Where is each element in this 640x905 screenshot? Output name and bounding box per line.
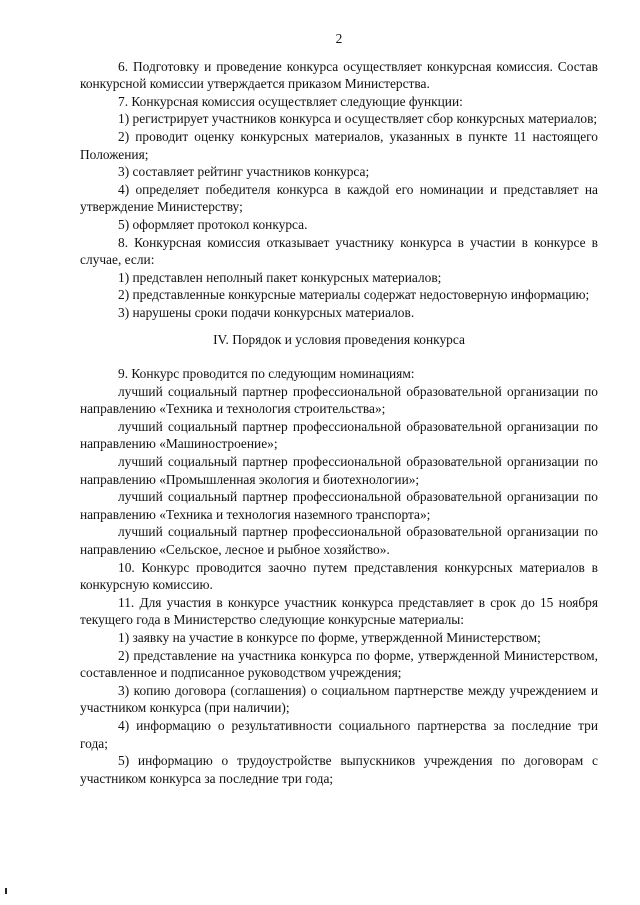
document-page xyxy=(80,30,598,787)
scan-edge-mark xyxy=(5,888,7,894)
paragraph-material-1: 1) заявку на участие в конкурсе по форме, утвержденной Министерством; xyxy=(118,630,541,645)
paragraphs-before-heading xyxy=(80,58,598,322)
paragraph-refusal-3: 3) нарушены сроки подачи конкурсных материалов. xyxy=(118,304,415,320)
paragraph-item-11: 11. Для участия в конкурсе участник конкурса представляет в срок до 15 ноября текущего года в Министерство следующие конкурсные материалы: xyxy=(80,594,598,628)
paragraph-nomination-5: лучший социальный партнер профессиональной образовательной организации по направлению «Сельское, лесное и рыбное хозяйство». xyxy=(80,524,598,558)
paragraph-function-2: 2) проводит оценку конкурсных материалов, указанных в пункте 11 настоящего Положения; xyxy=(80,128,598,162)
paragraph-function-5: 5) оформляет протокол конкурса. xyxy=(118,216,308,232)
paragraph-function-4: 4) определяет победителя конкурса в каждой его номинации и представляет на утверждение Министерству; xyxy=(80,181,598,215)
paragraph-item-7: 7. Конкурсная комиссия осуществляет следующие функции: xyxy=(118,93,463,109)
paragraph-nomination-4: лучший социальный партнер профессиональной образовательной организации по направлению «Техника и технология наземного транспорта»; xyxy=(80,489,598,522)
paragraph-item-10: 10. Конкурс проводится заочно путем представления конкурсных материалов в конкурсную комиссию. xyxy=(80,559,598,593)
paragraph-function-1: 1) регистрирует участников конкурса и осуществляет сбор конкурсных материалов; xyxy=(118,111,598,127)
paragraph-item-8: 8. Конкурсная комиссия отказывает участнику конкурса в участии в конкурсе в случае, если: xyxy=(80,234,598,268)
page-number: 2 xyxy=(335,31,343,46)
paragraphs-after-heading xyxy=(80,365,598,787)
paragraph-material-2: 2) представление на участника конкурса по форме, утвержденной Министерством, составленное и подписанное руководством учреждения; xyxy=(80,647,598,681)
paragraph-material-5: 5) информацию о трудоустройстве выпускников учреждения по договорам с участником конкурса за последние три года; xyxy=(80,753,598,786)
paragraph-material-4: 4) информацию о результативности социального партнерства за последние три года; xyxy=(80,717,598,751)
paragraph-material-3: 3) копию договора (соглашения) о социальном партнерстве между учреждением и участником конкурса (при наличии); xyxy=(80,682,598,716)
paragraph-nomination-3: лучший социальный партнер профессиональной образовательной организации по направлению «Промышленная экология и биотехнологии»; xyxy=(80,454,598,487)
paragraph-item-6: 6. Подготовку и проведение конкурса осуществляет конкурсная комиссия. Состав конкурсной комиссии утверждается приказом Министерства. xyxy=(80,58,598,92)
paragraph-item-9: 9. Конкурс проводится по следующим номинациям: xyxy=(118,366,415,382)
section-heading: IV. Порядок и условия проведения конкурса xyxy=(213,331,465,347)
paragraph-function-3: 3) составляет рейтинг участников конкурса; xyxy=(118,164,370,180)
paragraph-refusal-1: 1) представлен неполный пакет конкурсных материалов; xyxy=(118,269,442,285)
paragraph-nomination-1: лучший социальный партнер профессиональной образовательной организации по направлению «Техника и технология строительства»; xyxy=(80,383,598,417)
paragraph-refusal-2: 2) представленные конкурсные материалы содержат недостоверную информацию; xyxy=(118,287,590,303)
paragraph-nomination-2: лучший социальный партнер профессиональной образовательной организации по направлению «Машиностроение»; xyxy=(80,418,598,452)
